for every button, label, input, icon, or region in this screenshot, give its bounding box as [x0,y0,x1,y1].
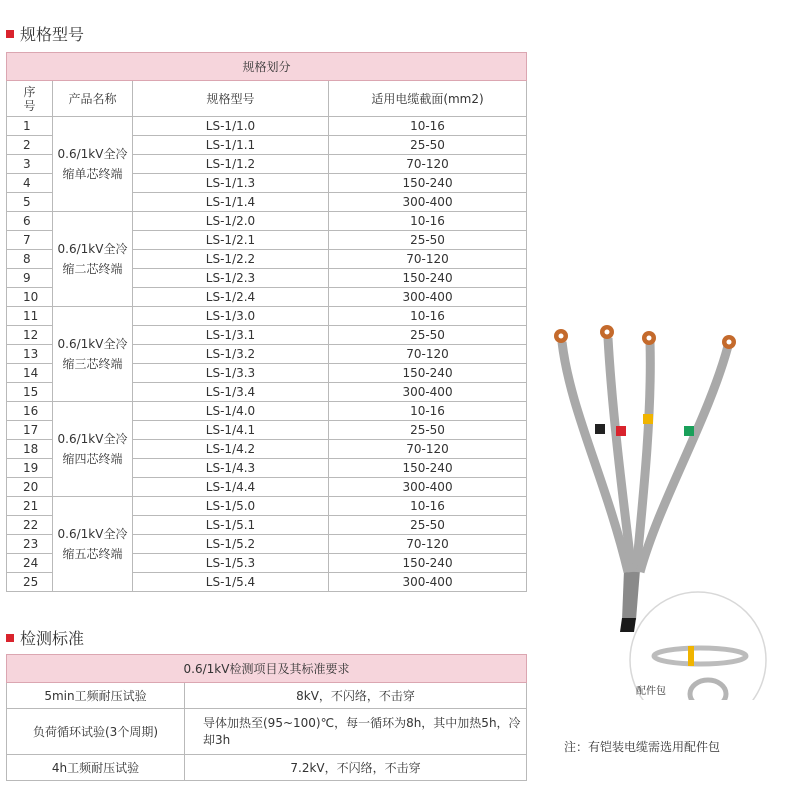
model-number: LS-1/4.4 [133,478,329,497]
note-text: 注：有铠装电缆需选用配件包 [564,740,721,754]
section-title-standard [6,626,84,649]
table-row [7,755,527,781]
row-index: 23 [7,535,53,554]
cable-section: 300-400 [329,573,527,592]
spec-table [6,52,527,592]
product-name: 0.6/1kV全冷缩四芯终端 [53,402,133,497]
cable-section: 10-16 [329,212,527,231]
col-name: 产品名称 [53,81,133,117]
row-index: 10 [7,288,53,307]
cable-section: 70-120 [329,250,527,269]
cable-section: 150-240 [329,554,527,573]
model-number: LS-1/2.0 [133,212,329,231]
cable-section: 300-400 [329,193,527,212]
test-requirement: 导体加热至(95~100)℃，每一循环为8h，其中加热5h，冷却3h [185,709,527,755]
model-number: LS-1/2.2 [133,250,329,269]
color-band-red [616,426,626,436]
col-section: 适用电缆截面(mm2) [329,81,527,117]
table-row [7,212,527,231]
row-index: 25 [7,573,53,592]
spec-band-header: 规格划分 [7,53,527,81]
table-row [7,497,527,516]
row-index: 16 [7,402,53,421]
model-number: LS-1/4.2 [133,440,329,459]
model-number: LS-1/5.3 [133,554,329,573]
model-number: LS-1/3.4 [133,383,329,402]
section-marker [6,30,14,38]
cable-section: 150-240 [329,174,527,193]
row-index: 13 [7,345,53,364]
model-number: LS-1/2.3 [133,269,329,288]
model-number: LS-1/5.2 [133,535,329,554]
product-name: 0.6/1kV全冷缩三芯终端 [53,307,133,402]
row-index: 22 [7,516,53,535]
model-number: LS-1/5.1 [133,516,329,535]
section-title-spec [6,22,84,45]
model-number: LS-1/3.0 [133,307,329,326]
row-index: 18 [7,440,53,459]
model-number: LS-1/4.1 [133,421,329,440]
row-index: 4 [7,174,53,193]
product-name: 0.6/1kV全冷缩五芯终端 [53,497,133,592]
cable-section: 150-240 [329,269,527,288]
test-item: 负荷循环试验(3个周期) [7,709,185,755]
col-model: 规格型号 [133,81,329,117]
test-requirement: 8kV，不闪络，不击穿 [185,683,527,709]
cable-section: 300-400 [329,288,527,307]
table-row [7,709,527,755]
cable-section: 25-50 [329,326,527,345]
cable-section: 70-120 [329,155,527,174]
row-index: 17 [7,421,53,440]
row-index: 14 [7,364,53,383]
cable-section: 10-16 [329,402,527,421]
model-number: LS-1/1.1 [133,136,329,155]
model-number: LS-1/4.3 [133,459,329,478]
section-marker [6,634,14,642]
cable-termination-illustration [548,320,780,700]
color-band-yellow [643,414,653,424]
row-index: 9 [7,269,53,288]
row-index: 20 [7,478,53,497]
model-number: LS-1/2.4 [133,288,329,307]
standard-table [6,654,527,781]
model-number: LS-1/1.0 [133,117,329,136]
row-index: 19 [7,459,53,478]
product-name: 0.6/1kV全冷缩二芯终端 [53,212,133,307]
color-band-black [595,424,605,434]
row-index: 8 [7,250,53,269]
cable-section: 10-16 [329,117,527,136]
cable-section: 300-400 [329,383,527,402]
model-number: LS-1/3.1 [133,326,329,345]
test-item: 5min工频耐压试验 [7,683,185,709]
accessory-label: 配件包 [636,686,666,697]
standard-band-header: 0.6/1kV检测项目及其标准要求 [7,655,527,683]
cable-section: 25-50 [329,231,527,250]
table-row [7,402,527,421]
cable-jacket [620,618,636,632]
row-index: 3 [7,155,53,174]
cable-sleeve [622,570,640,620]
row-index: 15 [7,383,53,402]
cable-section: 10-16 [329,307,527,326]
model-number: LS-1/3.2 [133,345,329,364]
cable-section: 25-50 [329,136,527,155]
row-index: 12 [7,326,53,345]
model-number: LS-1/1.2 [133,155,329,174]
row-index: 21 [7,497,53,516]
cable-section: 70-120 [329,535,527,554]
product-name: 0.6/1kV全冷缩单芯终端 [53,117,133,212]
table-row [7,307,527,326]
model-number: LS-1/3.3 [133,364,329,383]
row-index: 24 [7,554,53,573]
row-index: 5 [7,193,53,212]
section-title-text: 规格型号 [20,25,85,44]
section-title-text: 检测标准 [20,629,85,648]
cable-section: 25-50 [329,421,527,440]
color-band-green [684,426,694,436]
model-number: LS-1/5.4 [133,573,329,592]
model-number: LS-1/1.3 [133,174,329,193]
model-number: LS-1/2.1 [133,231,329,250]
table-row [7,683,527,709]
model-number: LS-1/1.4 [133,193,329,212]
cable-section: 150-240 [329,364,527,383]
model-number: LS-1/4.0 [133,402,329,421]
table-row [7,117,527,136]
row-index: 1 [7,117,53,136]
cable-section: 150-240 [329,459,527,478]
row-index: 2 [7,136,53,155]
cable-section: 70-120 [329,440,527,459]
test-requirement: 7.2kV，不闪络，不击穿 [185,755,527,781]
cable-section: 25-50 [329,516,527,535]
model-number: LS-1/5.0 [133,497,329,516]
cable-section: 70-120 [329,345,527,364]
row-index: 11 [7,307,53,326]
test-item: 4h工频耐压试验 [7,755,185,781]
cable-section: 10-16 [329,497,527,516]
row-index: 6 [7,212,53,231]
col-index: 序 号 [7,81,53,117]
row-index: 7 [7,231,53,250]
cable-section: 300-400 [329,478,527,497]
